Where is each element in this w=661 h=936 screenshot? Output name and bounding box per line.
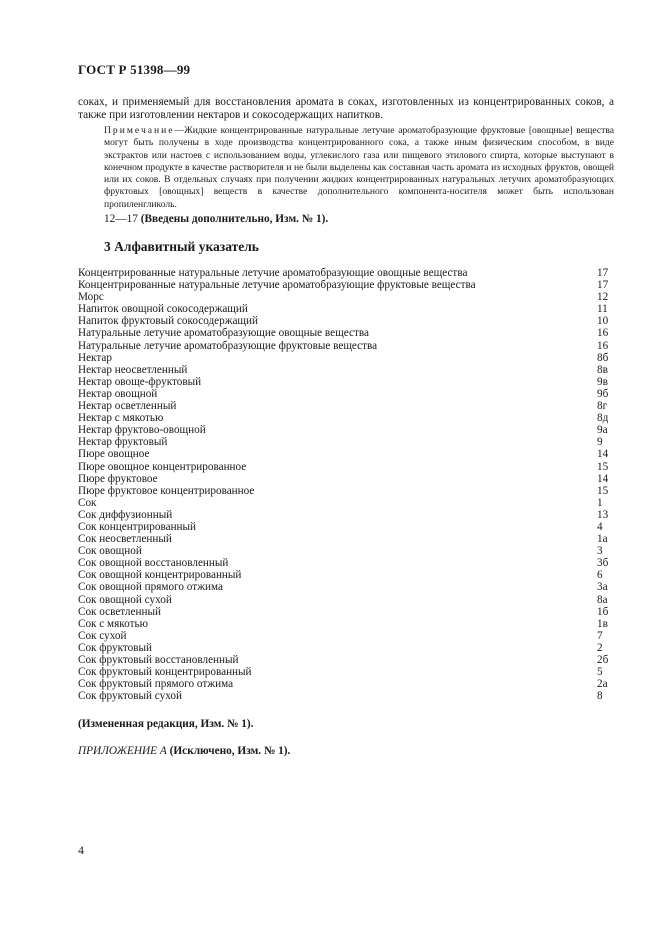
amendment-range: 12—17 [104, 213, 138, 225]
index-term: Сок фруктовый концентрированный [78, 666, 252, 679]
page-number: 4 [78, 843, 84, 857]
index-term: Пюре фруктовое концентрированное [78, 484, 255, 497]
index-row [78, 376, 618, 388]
index-number: 13 [597, 508, 609, 521]
index-number: 8д [597, 412, 609, 425]
index-row [78, 461, 618, 473]
index-term: Сок овощной концентрированный [78, 569, 242, 582]
index-term: Натуральные летучие ароматобразующие овощные вещества [78, 327, 369, 340]
index-number: 17 [597, 279, 609, 292]
index-term: Нектар [78, 351, 112, 364]
appendix-name: ПРИЛОЖЕНИЕ А [78, 745, 167, 757]
index-row [78, 545, 618, 557]
index-number: 1б [597, 605, 609, 618]
index-number: 2а [597, 678, 608, 691]
index-row [78, 400, 618, 412]
index-number: 17 [597, 267, 609, 279]
index-row [78, 678, 618, 690]
index-number: 1а [597, 533, 608, 546]
index-term: Сок овощной восстановленный [78, 557, 229, 570]
index-term: Нектар с мякотью [78, 412, 164, 425]
index-number: 16 [597, 339, 609, 352]
index-row [78, 473, 618, 485]
index-number: 9в [597, 375, 608, 388]
index-row [78, 303, 618, 315]
index-row [78, 533, 618, 545]
index-number: 12 [597, 291, 609, 304]
appendix-text: (Исключено, Изм. № 1). [169, 745, 291, 757]
index-row [78, 606, 618, 618]
amendment-text: (Введены дополнительно, Изм. № 1). [140, 213, 329, 225]
index-row [78, 581, 618, 593]
index-number: 8в [597, 363, 608, 376]
index-term: Сок овощной сухой [78, 593, 172, 606]
index-number: 8г [597, 400, 608, 413]
index-row [78, 594, 618, 606]
index-number: 8 [597, 690, 603, 703]
index-number: 15 [597, 484, 609, 497]
index-term: Сок овощной прямого отжима [78, 581, 223, 594]
index-term: Напиток фруктовый сокосодержащий [78, 315, 259, 328]
index-row [78, 654, 618, 666]
index-term: Сок сухой [78, 629, 127, 642]
index-row [78, 448, 618, 460]
index-number: 10 [597, 315, 609, 328]
index-number: 8б [597, 351, 609, 364]
index-row [78, 642, 618, 654]
index-number: 7 [597, 629, 603, 642]
index-row [78, 618, 618, 630]
changed-edition-note: (Измененная редакция, Изм. № 1). [78, 718, 254, 730]
index-number: 14 [597, 448, 609, 461]
index-row [78, 388, 618, 400]
index-term: Натуральные летучие ароматобразующие фруктовые вещества [78, 339, 378, 352]
index-number: 1 [597, 496, 603, 509]
index-row [78, 340, 618, 352]
index-term: Морс [78, 291, 104, 304]
index-row [78, 327, 618, 339]
index-row [78, 424, 618, 436]
index-number: 6 [597, 569, 603, 582]
index-term: Нектар овоще-фруктовый [78, 375, 202, 388]
note-label: Примечание [104, 125, 175, 136]
note-block [78, 125, 614, 211]
index-number: 9 [597, 436, 603, 449]
index-number: 9б [597, 387, 609, 400]
index-term: Пюре фруктовое [78, 472, 158, 485]
index-term: Сок фруктовый сухой [78, 690, 182, 703]
index-term: Сок с мякотью [78, 617, 148, 630]
index-row [78, 267, 618, 279]
index-term: Сок концентрированный [78, 520, 197, 533]
alphabetical-index [78, 267, 618, 702]
document-header: ГОСТ Р 51398—99 [78, 62, 191, 77]
index-term: Сок [78, 496, 97, 509]
index-term: Сок неосветленный [78, 533, 172, 546]
index-term: Концентрированные натуральные летучие ароматобразующие овощные вещества [78, 267, 468, 279]
index-row [78, 364, 618, 376]
index-term: Сок осветленный [78, 605, 161, 618]
index-row [78, 521, 618, 533]
index-number: 3 [597, 545, 603, 558]
section-title: 3 Алфавитный указатель [104, 239, 259, 254]
index-number: 16 [597, 327, 609, 340]
index-number: 1в [597, 617, 608, 630]
index-row [78, 569, 618, 581]
index-row [78, 315, 618, 327]
index-row [78, 690, 618, 702]
index-row [78, 485, 618, 497]
index-term: Нектар овощной [78, 387, 158, 400]
index-row [78, 666, 618, 678]
index-number: 9а [597, 424, 608, 437]
index-number: 3а [597, 581, 608, 594]
index-term: Нектар неосветленный [78, 363, 188, 376]
index-number: 2б [597, 654, 609, 666]
index-term: Пюре овощное [78, 448, 150, 461]
index-number: 8а [597, 593, 608, 606]
index-number: 2 [597, 641, 603, 654]
index-row [78, 630, 618, 642]
index-term: Концентрированные натуральные летучие ароматобразующие фруктовые вещества [78, 279, 476, 292]
amendment-line [104, 213, 328, 225]
index-number: 14 [597, 472, 609, 485]
index-row [78, 436, 618, 448]
index-row [78, 497, 618, 509]
index-row [78, 557, 618, 569]
index-row [78, 412, 618, 424]
index-term: Напиток овощной сокосодержащий [78, 303, 248, 316]
index-row [78, 279, 618, 291]
index-term: Сок фруктовый восстановленный [78, 654, 239, 666]
index-number: 11 [597, 303, 608, 316]
index-number: 4 [597, 520, 603, 533]
index-number: 5 [597, 666, 603, 679]
index-term: Нектар осветленный [78, 400, 177, 413]
index-term: Сок фруктовый прямого отжима [78, 678, 234, 691]
index-term: Пюре овощное концентрированное [78, 460, 247, 473]
index-number: 3б [597, 557, 609, 570]
appendix-line [78, 745, 290, 757]
index-row [78, 291, 618, 303]
index-row [78, 509, 618, 521]
paragraph-continuation: соках, и применяемый для восстановления аромата в соках, изготовленных из концентрированных соков, а также при изготовлении нектаров и сокосодержащих напитков. [78, 96, 614, 121]
index-term: Нектар фруктово-овощной [78, 424, 206, 437]
index-term: Сок диффузионный [78, 508, 173, 521]
index-number: 15 [597, 460, 609, 473]
note-text: —Жидкие концентрированные натуральные летучие ароматобразующие фруктовые [овощные] вещества могут быть получены в ходе производства концентрированного сока, а также иным физическим способом, в виде экстрактов или настоев с использованием воды, углекислого газа или пищевого этилового спирта, которые выступают в конечном продукте в качестве растворителя и не были выделены как составная часть аромата из исходных фруктов, овощей или их соков. В отдельных случаях при получении жидких концентрированных натуральных летучих ароматобразующих фруктовых [овощных] веществ в качестве дополнительного компонента-носителя может быть использован пропиленгликоль. [104, 125, 614, 210]
index-term: Нектар фруктовый [78, 436, 168, 449]
index-term: Сок овощной [78, 545, 142, 558]
index-term: Сок фруктовый [78, 641, 152, 654]
index-row [78, 352, 618, 364]
